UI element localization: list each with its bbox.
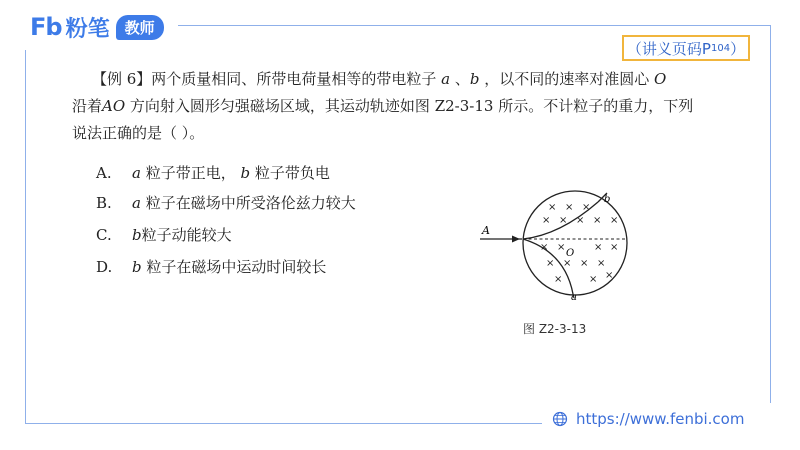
field-cross: × xyxy=(559,215,568,226)
field-cross: × xyxy=(576,215,585,226)
question-line-1: 【例 6】两个质量相同、所带电荷量相等的带电粒子 a 、b ，以不同的速率对准圆心 O xyxy=(92,70,667,88)
footer-url[interactable] xyxy=(552,410,744,428)
logo-mark: Fb xyxy=(30,13,62,41)
label-b: b xyxy=(604,194,611,205)
frame-right-line xyxy=(770,25,771,403)
question-line-2: 沿着AO 方向射入圆形匀强磁场区域，其运动轨迹如图 Z2-3-13 所示。不计粒子的重力，下列 xyxy=(72,97,694,115)
field-cross: × xyxy=(548,202,557,213)
globe-icon xyxy=(552,411,568,427)
page-ref-close: ） xyxy=(730,39,746,58)
field-cross: × xyxy=(593,215,602,226)
field-cross: × xyxy=(557,242,566,253)
field-crosses xyxy=(540,202,618,285)
field-cross: × xyxy=(597,258,606,269)
label-A: A xyxy=(482,224,490,237)
field-cross: × xyxy=(580,258,589,269)
field-cross: × xyxy=(582,202,591,213)
field-cross: × xyxy=(540,242,549,253)
field-cross: × xyxy=(542,215,551,226)
field-cross: × xyxy=(589,274,598,285)
option-a[interactable]: A. a 粒子带正电， b 粒子带负电 xyxy=(96,164,330,182)
option-d[interactable]: D. b 粒子在磁场中运动时间较长 xyxy=(96,258,327,276)
frame-left-line xyxy=(25,50,26,423)
option-b[interactable]: B. a 粒子在磁场中所受洛伦兹力较大 xyxy=(96,194,356,212)
magnetic-field-figure xyxy=(470,190,650,314)
field-cross: × xyxy=(610,215,619,226)
field-cross: × xyxy=(605,270,614,281)
frame-bottom-line xyxy=(25,423,542,424)
field-cross: × xyxy=(565,202,574,213)
field-cross: × xyxy=(594,242,603,253)
fenbi-logo xyxy=(30,12,164,42)
logo-badge: 教师 xyxy=(116,15,164,40)
label-O: O xyxy=(566,248,575,259)
url-text: https://www.fenbi.com xyxy=(576,410,745,428)
page-ref-number: 104 xyxy=(710,42,731,54)
field-cross: × xyxy=(563,258,572,269)
question-text xyxy=(72,66,742,147)
field-cross: × xyxy=(610,242,619,253)
frame-top-line xyxy=(178,25,770,26)
question-line-3: 说法正确的是（ ）。 xyxy=(72,124,205,142)
incident-arrowhead xyxy=(512,236,520,243)
option-c[interactable]: C. b粒子动能较大 xyxy=(96,226,232,244)
figure-caption: 图 Z2-3-13 xyxy=(523,322,587,336)
page-reference-box xyxy=(622,35,750,61)
field-cross: × xyxy=(554,274,563,285)
field-cross: × xyxy=(546,258,555,269)
logo-name: 粉笔 xyxy=(65,16,110,42)
page-ref-text: （讲义页码P xyxy=(626,39,711,58)
figure-svg xyxy=(470,190,650,310)
label-a: a xyxy=(571,292,577,303)
